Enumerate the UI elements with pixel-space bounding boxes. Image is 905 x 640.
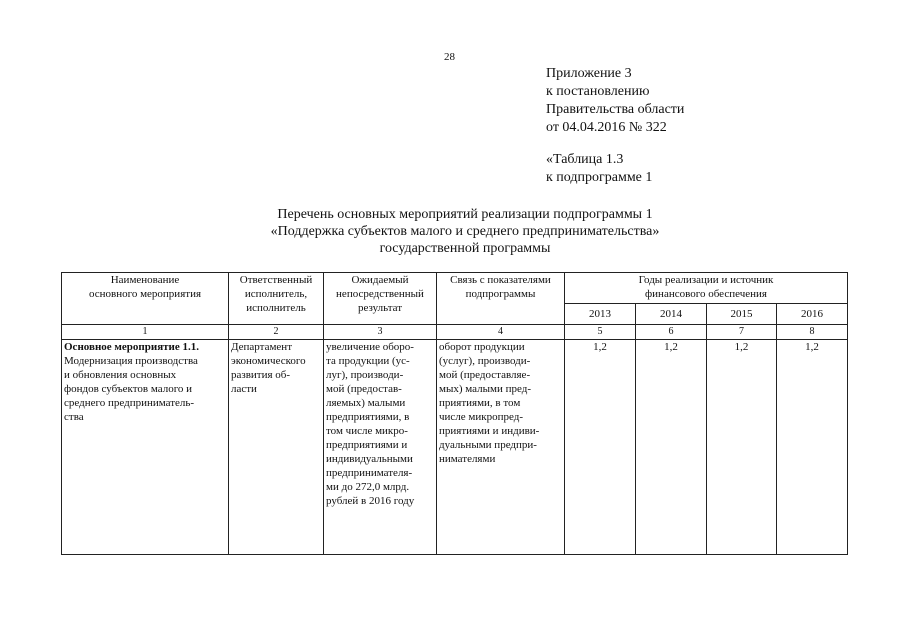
table-ref-line: «Таблица 1.3	[546, 152, 624, 167]
column-number: 7	[707, 325, 777, 340]
title-line: Перечень основных мероприятий реализации подпрограммы 1	[277, 207, 653, 222]
expected-result-cell: увеличение оборо- та продукции (ус- луг), производи- мой (предостав- ляемых) малыми предприятиями, в том числе микро- предприятиями и индивидуальными предпринимателя- ми до 272,0 млрд. рублей в 2016 году	[324, 340, 437, 555]
header-expected-result: Ожидаемый непосредственный результат	[324, 273, 437, 325]
funding-value-2013: 1,2	[565, 340, 636, 555]
header-executor: Ответственный исполнитель, исполнитель	[229, 273, 324, 325]
column-number: 5	[565, 325, 636, 340]
page-number: 28	[444, 51, 455, 63]
title-line: государственной программы	[379, 241, 551, 256]
column-number: 2	[229, 325, 324, 340]
header-years-group: Годы реализации и источник финансового обеспечения	[565, 273, 848, 304]
appendix-line: Правительства области	[546, 102, 685, 117]
document-title	[200, 206, 730, 257]
activity-cell	[62, 340, 229, 555]
table-row	[62, 340, 848, 555]
header-year: 2016	[777, 304, 848, 325]
activity-title: Основное мероприятие 1.1.	[64, 341, 200, 353]
header-activity-name: Наименование основного мероприятия	[62, 273, 229, 325]
funding-value-2015: 1,2	[707, 340, 777, 555]
header-year: 2014	[636, 304, 707, 325]
activity-description: Модернизация производства и обновления основных фондов субъектов малого и среднего предприниматель- ства	[64, 355, 198, 423]
funding-value-2014: 1,2	[636, 340, 707, 555]
appendix-line: Приложение 3	[546, 66, 632, 81]
header-year: 2015	[707, 304, 777, 325]
appendix-line: к постановлению	[546, 84, 650, 99]
column-number: 3	[324, 325, 437, 340]
header-indicators: Связь с показателями подпрограммы	[437, 273, 565, 325]
indicators-cell: оборот продукции (услуг), производи- мой (предоставляе- мых) малыми пред- приятиями, в том числе микропред- приятиями и индиви- дуальными предпри- нимателями	[437, 340, 565, 555]
title-line: «Поддержка субъектов малого и среднего предпринимательства»	[270, 224, 660, 239]
header-year: 2013	[565, 304, 636, 325]
appendix-line: от 04.04.2016 № 322	[546, 120, 667, 135]
measures-table	[61, 272, 848, 555]
appendix-reference	[546, 65, 684, 137]
column-number: 1	[62, 325, 229, 340]
executor-cell: Департамент экономического развития об- ласти	[229, 340, 324, 555]
funding-value-2016: 1,2	[777, 340, 848, 555]
column-number: 8	[777, 325, 848, 340]
column-number: 4	[437, 325, 565, 340]
table-reference	[546, 151, 652, 187]
column-number: 6	[636, 325, 707, 340]
table-ref-line: к подпрограмме 1	[546, 170, 653, 185]
